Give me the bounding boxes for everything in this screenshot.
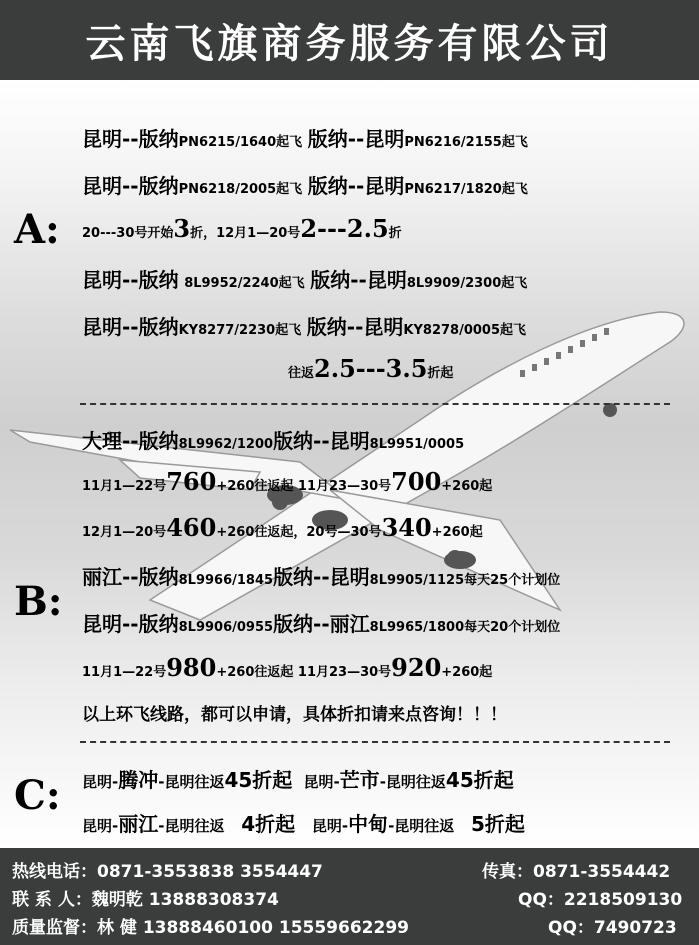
- discount: 45折起: [445, 768, 514, 792]
- divider-a-b: [80, 403, 670, 405]
- destination: 腾冲: [118, 768, 159, 792]
- price-text: 12月1—20号: [82, 525, 167, 540]
- contact-person: 联 系 人：魏明乾 13888308374: [12, 890, 279, 910]
- route-text: 昆明-: [82, 817, 119, 835]
- route: 大理--版纳: [82, 429, 179, 453]
- discount-value: 2---2.5: [300, 214, 389, 243]
- section-b-price-2: [82, 513, 483, 542]
- route: 昆明--版纳: [82, 315, 179, 339]
- destination: 芒市: [339, 768, 380, 792]
- quality-supervisor: 质量监督：林 健 13888460100 15559662299: [12, 918, 409, 938]
- route: 版纳--昆明: [306, 315, 404, 339]
- section-b-row-3: [82, 608, 560, 637]
- section-b-note: 以上环飞线路，都可以申请，具体折扣请来点咨询！！！: [82, 705, 507, 725]
- route-text: 昆明-: [311, 817, 349, 835]
- section-a-roundtrip: [288, 354, 453, 383]
- fax: 传真：0871-3554442: [482, 862, 671, 882]
- flight-code: 8L9906/0955: [178, 620, 274, 635]
- route: 昆明--版纳: [82, 174, 179, 198]
- flight-code: PN6215/1640起飞: [178, 135, 303, 150]
- price-text: +260起: [441, 479, 493, 494]
- section-c-row-2: [82, 808, 525, 837]
- route: 版纳--昆明: [273, 565, 370, 589]
- section-a-row-3: [82, 264, 527, 293]
- flight-code: 8L9952/2240起飞: [184, 276, 305, 291]
- route-text: 昆明-: [82, 773, 119, 791]
- flight-code: 8L9951/0005: [369, 437, 465, 452]
- section-b-row-2: [82, 561, 560, 590]
- route: 版纳--昆明: [307, 174, 405, 198]
- route: 版纳--昆明: [307, 127, 405, 151]
- price-value: 760: [166, 467, 217, 496]
- company-title: 云南飞旗商务服务有限公司: [85, 20, 614, 67]
- section-a-label: A:: [14, 206, 60, 253]
- discount-value: 3: [173, 214, 191, 243]
- section-c-row-1: [82, 764, 514, 793]
- price-text: +260往返起 11月23—30号: [216, 479, 392, 494]
- price-text: +260往返起 11月23—30号: [216, 665, 392, 680]
- section-a-discount: [82, 214, 402, 243]
- section-b-price-1: [82, 467, 492, 496]
- flight-code: 8L9965/1800每天20个计划位: [369, 620, 561, 635]
- route: 昆明--版纳: [82, 127, 179, 151]
- destination: 丽江: [118, 812, 159, 836]
- roundtrip-value: 2.5---3.5: [314, 354, 428, 383]
- flight-code: PN6216/2155起飞: [404, 135, 528, 150]
- route-text: -昆明往返: [158, 773, 225, 791]
- flight-code: KY8278/0005起飞: [403, 323, 527, 338]
- section-a-row-4: [82, 311, 526, 340]
- route-text: -昆明往返: [158, 817, 225, 835]
- flight-code: PN6218/2005起飞: [178, 182, 303, 197]
- footer-contact: [0, 848, 699, 945]
- flight-code: KY8277/2230起飞: [178, 323, 302, 338]
- price-text: +260起: [441, 665, 493, 680]
- section-a-row-1: [82, 123, 528, 152]
- divider-b-c: [80, 741, 670, 743]
- route-text: -昆明往返: [388, 817, 455, 835]
- section-b-price-3: [82, 653, 492, 682]
- price-text: 11月1—22号: [82, 479, 167, 494]
- price-value: 700: [391, 467, 442, 496]
- price-text: +260起: [431, 525, 483, 540]
- route: 昆明--版纳: [82, 612, 179, 636]
- discount: 5折起: [471, 812, 525, 836]
- qq-1: QQ：2218509130: [518, 890, 683, 910]
- flight-code: PN6217/1820起飞: [404, 182, 528, 197]
- section-a-row-2: [82, 170, 528, 199]
- route: 版纳--昆明: [310, 268, 407, 292]
- discount-text: 20---30号开始: [82, 226, 174, 241]
- section-c-label: C:: [14, 772, 61, 819]
- route: 丽江--版纳: [82, 565, 179, 589]
- flight-code: 8L9962/1200: [178, 437, 274, 452]
- flight-code: 8L9905/1125每天25个计划位: [369, 573, 561, 588]
- route: 版纳--丽江: [273, 612, 370, 636]
- discount-text: 折，12月1—20号: [190, 226, 301, 241]
- route-text: 昆明-: [303, 773, 340, 791]
- route: 昆明--版纳: [82, 268, 179, 292]
- discount-text: 折: [388, 226, 402, 241]
- price-value: 980: [166, 653, 217, 682]
- section-b-row-1: [82, 425, 464, 454]
- flight-code: 8L9909/2300起飞: [406, 276, 528, 291]
- destination: 中甸: [348, 812, 389, 836]
- qq-2: QQ：7490723: [548, 918, 677, 938]
- discount: 45折起: [224, 768, 293, 792]
- price-value: 920: [391, 653, 442, 682]
- route-text: -昆明往返: [379, 773, 446, 791]
- price-value: 460: [166, 513, 217, 542]
- section-b-label: B:: [14, 578, 63, 625]
- roundtrip-text: 折起: [427, 366, 454, 381]
- hotline: 热线电话：0871-3553838 3554447: [12, 862, 323, 882]
- price-text: +260往返起，20号—30号: [216, 525, 382, 540]
- route: 版纳--昆明: [273, 429, 370, 453]
- flight-code: 8L9966/1845: [178, 573, 274, 588]
- roundtrip-text: 往返: [288, 366, 315, 381]
- discount: 4折起: [241, 812, 296, 836]
- price-text: 11月1—22号: [82, 665, 167, 680]
- header-banner: [0, 0, 699, 80]
- price-value: 340: [381, 513, 432, 542]
